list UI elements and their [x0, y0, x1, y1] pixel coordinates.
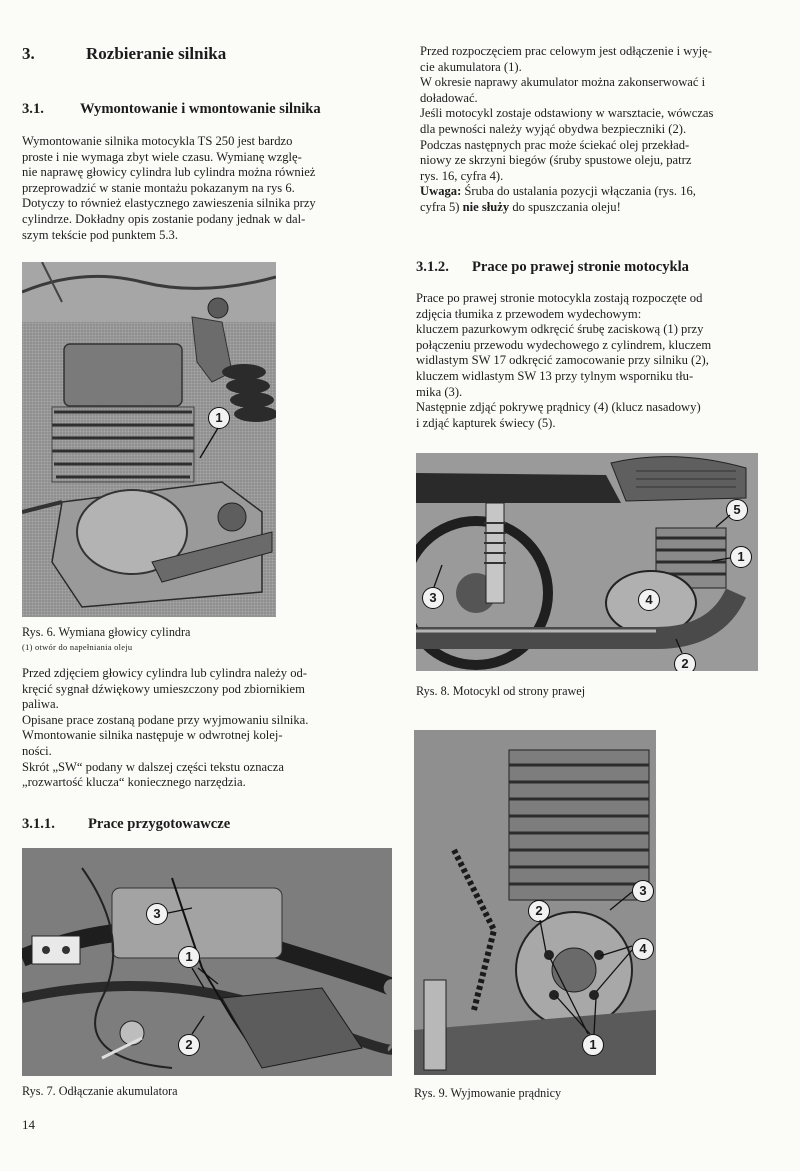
right-side-paragraph — [416, 291, 788, 431]
figure-9-caption: Rys. 9. Wyjmowanie prądnicy — [414, 1086, 562, 1100]
text-line: W okresie naprawy akumulator można zakonserwować i — [420, 75, 706, 90]
warning-text: do spuszczania oleju! — [509, 199, 621, 214]
chapter-title: Rozbieranie silnika — [86, 44, 227, 63]
callout-3: 3 — [422, 587, 444, 609]
text-line: Przed zdjęciem głowicy cylindra lub cylindra należy od- — [22, 666, 308, 680]
callout-2: 2 — [178, 1034, 200, 1056]
figure-8-caption: Rys. 8. Motocykl od strony prawej — [416, 684, 586, 698]
text-line: Przed rozpoczęciem prac celowym jest odłączenie i wyję- — [420, 44, 712, 58]
warning-line-1 — [420, 184, 788, 200]
figure-6-photo — [22, 262, 276, 617]
text-line: doładować. — [420, 90, 478, 105]
text-line: nie naprawę głowicy cylindra lub cylindra można również — [22, 165, 316, 180]
text-line: ności. — [22, 743, 52, 758]
text-line: paliwa. — [22, 697, 59, 712]
figure-8-photo — [416, 453, 758, 671]
callout-1: 1 — [582, 1034, 604, 1056]
text-line: połączeniu przewodu wydechowego z cylindrem, kluczem — [416, 337, 712, 352]
callout-2: 2 — [528, 900, 550, 922]
text-line: cie akumulatora (1). — [420, 59, 522, 74]
text-line: Wymontowanie silnika motocykla TS 250 jest bardzo — [22, 134, 293, 148]
callout-1: 1 — [178, 946, 200, 968]
figure-9-photo — [414, 730, 656, 1075]
battery-paragraph — [420, 44, 788, 216]
chapter-number: 3. — [22, 44, 35, 63]
text-line: rys. 16, cyfra 4). — [420, 168, 504, 183]
intro-paragraph — [22, 134, 396, 243]
figure-7-caption: Rys. 7. Odłączanie akumulatora — [22, 1084, 178, 1098]
figure-6-caption: Rys. 6. Wymiana głowicy cylindra — [22, 625, 191, 639]
section-3-1-1-title: Prace przygotowawcze — [88, 816, 231, 832]
text-line: Podczas następnych prac może ściekać olej przekład- — [420, 137, 690, 152]
callout-5: 5 — [726, 499, 748, 521]
figure-7-photo — [22, 848, 392, 1076]
text-line: i zdjąć kapturek świecy (5). — [416, 415, 556, 430]
text-line: niowy ze skrzyni biegów (śruby spustowe oleju, patrz — [420, 153, 692, 168]
section-3-1-title: Wymontowanie i wmontowanie silnika — [80, 101, 321, 117]
warning-label: Uwaga: — [420, 184, 462, 199]
warning-text: cyfra 5) — [420, 199, 463, 214]
section-3-1-1-number: 3.1.1. — [22, 816, 55, 832]
callout-2: 2 — [674, 653, 696, 671]
text-line: Skrót „SW“ podany w dalszej części tekstu oznacza — [22, 759, 284, 774]
battery-compartment-illustration — [22, 848, 392, 1076]
section-3-1-2-title: Prace po prawej stronie motocykla — [472, 259, 689, 275]
warning-line-2 — [420, 200, 788, 216]
callout-3: 3 — [632, 880, 654, 902]
text-line: szym tekście pod punktem 5.3. — [22, 227, 178, 242]
callout-3: 3 — [146, 903, 168, 925]
text-line: cylindrze. Dokładny opis zostanie podany jednak w dal- — [22, 211, 306, 226]
text-line: widlastym SW 17 odkręcić zamocowanie przy silniku (2), — [416, 353, 709, 368]
text-line: dla pewności należy wyjąć obydwa bezpieczniki (2). — [420, 121, 687, 136]
text-line: „rozwartość klucza“ koniecznego narzędzia. — [22, 775, 246, 790]
engine-cylinder-illustration — [22, 262, 276, 617]
callout-1: 1 — [730, 546, 752, 568]
text-line: Prace po prawej stronie motocykla zostają rozpoczęte od — [416, 291, 703, 305]
callout-1: 1 — [208, 407, 230, 429]
warning-text: Śruba do ustalania pozycji włączania (rys. 16, — [461, 184, 696, 199]
text-line: Dotyczy to również elastycznego zawieszenia silnika przy — [22, 196, 316, 211]
motorcycle-right-side-illustration — [416, 453, 758, 671]
removal-paragraph — [22, 666, 396, 791]
text-line: Jeśli motocykl zostaje odstawiony w warsztacie, wówczas — [420, 106, 714, 121]
text-line: przeprowadzić w stanie montażu pokazanym na rys 6. — [22, 180, 295, 195]
text-line: Wmontowanie silnika następuje w odwrotnej kolej- — [22, 728, 283, 743]
warning-emphasis: nie służy — [462, 199, 510, 214]
text-line: Opisane prace zostaną podane przy wyjmowaniu silnika. — [22, 712, 309, 727]
text-line: zdjęcia tłumika z przewodem wydechowym: — [416, 306, 642, 321]
section-3-1-2-number: 3.1.2. — [416, 259, 449, 275]
text-line: kluczem widlastym SW 13 przy tylnym wsporniku tłu- — [416, 368, 694, 383]
section-3-1-number: 3.1. — [22, 101, 44, 117]
text-line: mika (3). — [416, 384, 463, 399]
text-line: Następnie zdjąć pokrywę prądnicy (4) (klucz nasadowy) — [416, 400, 701, 415]
text-line: proste i nie wymaga zbyt wiele czasu. Wymianę wzglę- — [22, 149, 302, 164]
text-line: kręcić sygnał dźwiękowy umieszczony pod zbiornikiem — [22, 681, 305, 696]
page-number: 14 — [22, 1117, 35, 1132]
callout-4: 4 — [638, 589, 660, 611]
callout-4: 4 — [632, 938, 654, 960]
figure-6-subcaption: (1) otwór do napełniania oleju — [22, 643, 133, 652]
text-line: kluczem pazurkowym odkręcić śrubę zaciskową (1) przy — [416, 322, 704, 337]
